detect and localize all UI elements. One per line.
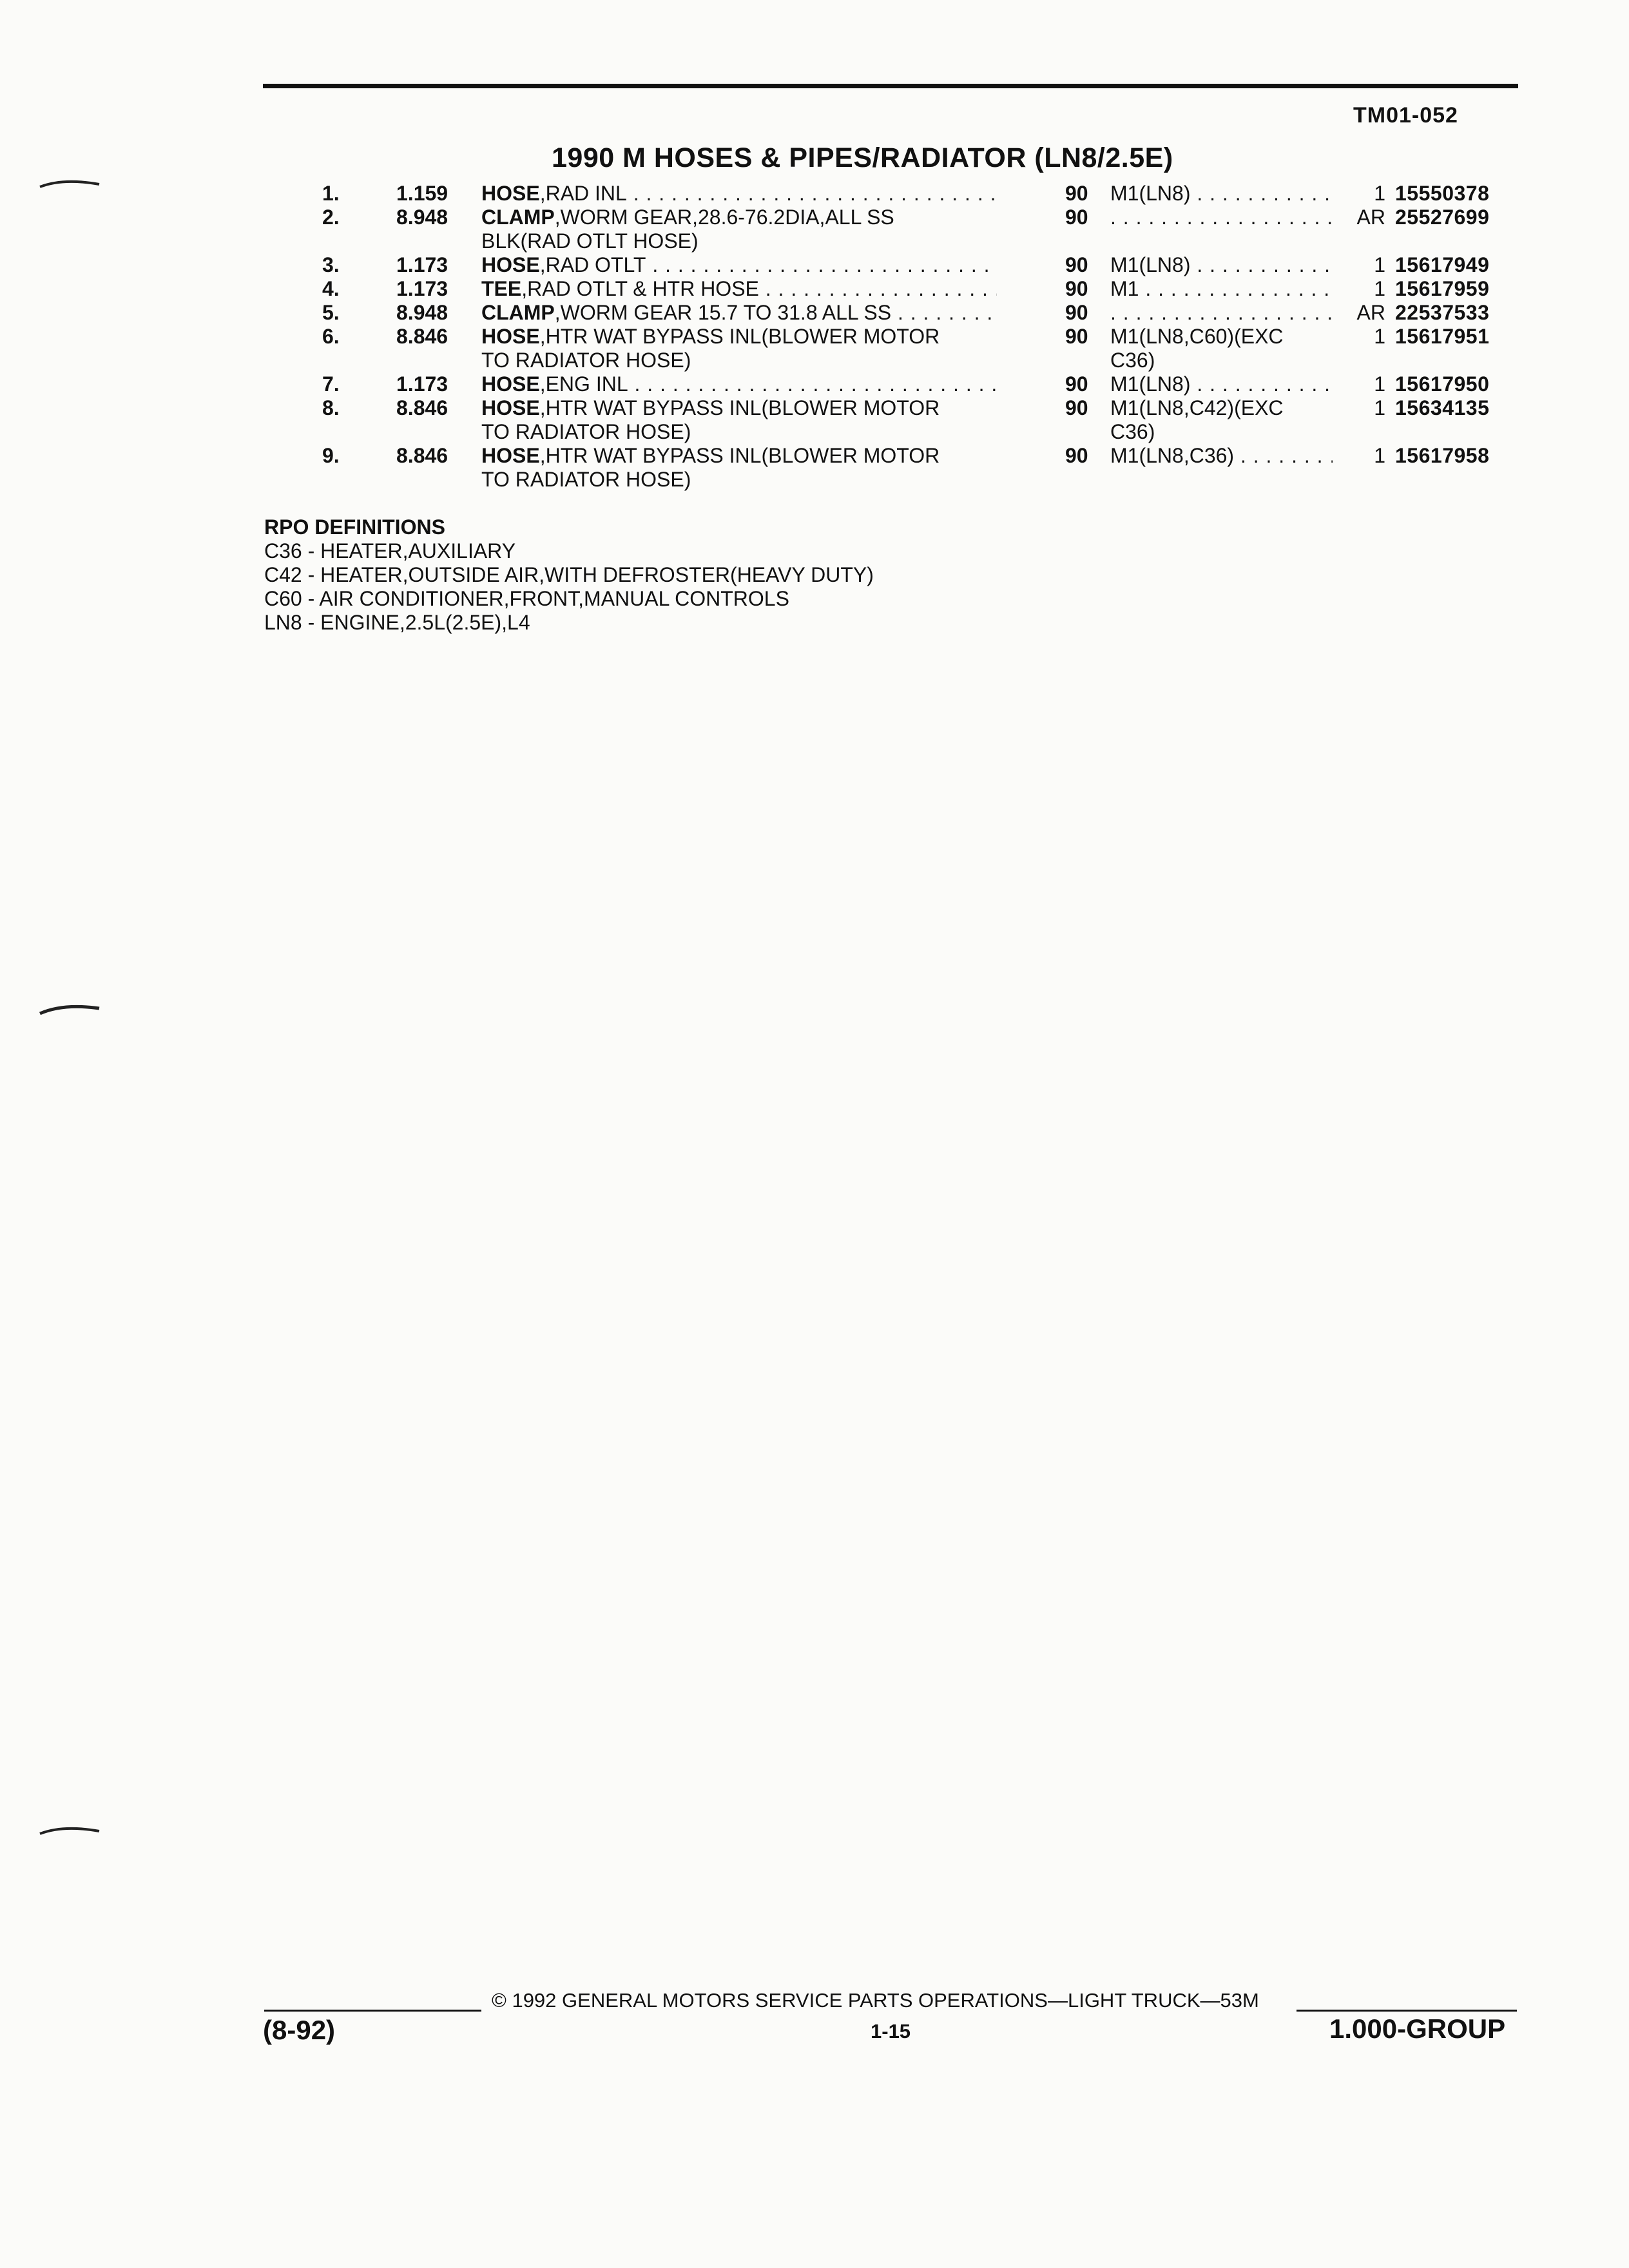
figure-number: 8.948 [396, 301, 448, 324]
model-year: 90 [1065, 396, 1088, 419]
binder-mark-top [37, 175, 102, 195]
parts-row [284, 301, 1514, 325]
part-keyword: HOSE [481, 396, 540, 419]
description-line [481, 372, 997, 396]
part-description [481, 253, 997, 277]
quantity: AR [1356, 301, 1385, 324]
figure-number: 8.948 [396, 206, 448, 229]
parts-row [284, 396, 1514, 444]
description-line [481, 444, 997, 468]
binder-mark-bottom [37, 1821, 102, 1840]
part-detail: ,ENG INL [539, 372, 628, 396]
part-keyword: CLAMP [481, 301, 555, 324]
model-year: 90 [1065, 444, 1088, 467]
group-label: 1.000-GROUP [1329, 2013, 1506, 2044]
model-usage [1110, 206, 1333, 229]
description-line: TO RADIATOR HOSE) [481, 420, 691, 443]
model-usage [1110, 277, 1333, 301]
part-keyword: TEE [481, 277, 522, 300]
figure-number: 1.159 [396, 182, 448, 205]
binder-mark-middle [37, 1001, 102, 1020]
model-line: M1(LN8,C60)(EXC [1110, 325, 1284, 348]
model-usage [1110, 444, 1333, 468]
model-line: M1(LN8) . . . [1110, 253, 1333, 277]
part-description [481, 444, 997, 492]
part-detail: ,WORM GEAR,28.6-76.2DIA,ALL SS [554, 206, 894, 229]
rpo-heading: RPO DEFINITIONS [264, 515, 445, 539]
model-year: 90 [1065, 182, 1088, 205]
part-description [481, 182, 997, 206]
part-number: 15617950 [1395, 372, 1490, 396]
quantity: 1 [1374, 277, 1385, 300]
description-line [481, 277, 997, 301]
footer-rule-right [1296, 2010, 1517, 2012]
rpo-item: C60 - AIR CONDITIONER,FRONT,MANUAL CONTROLS [264, 587, 789, 610]
part-keyword: CLAMP [481, 206, 555, 229]
model-line: M1 . . . [1110, 277, 1333, 301]
header-rule [263, 84, 1518, 88]
model-line: C36) [1110, 420, 1155, 443]
part-detail: ,WORM GEAR 15.7 TO 31.8 ALL SS [554, 301, 892, 324]
item-number: 7. [322, 372, 340, 396]
figure-number: 8.846 [396, 444, 448, 467]
part-detail: ,RAD OTLT [539, 253, 646, 276]
item-number: 9. [322, 444, 340, 467]
copyright-line: © 1992 GENERAL MOTORS SERVICE PARTS OPERATIONS—LIGHT TRUCK—53M [492, 1989, 1259, 2012]
parts-row [284, 325, 1514, 372]
model-line: M1(LN8) . . . [1110, 372, 1333, 396]
model-line: M1(LN8,C36) . . . [1110, 444, 1333, 468]
model-line: M1(LN8,C42)(EXC [1110, 396, 1284, 419]
parts-row [284, 277, 1514, 301]
item-number: 2. [322, 206, 340, 229]
item-number: 5. [322, 301, 340, 324]
part-description [481, 396, 997, 444]
model-line [1110, 206, 1333, 229]
part-detail: ,HTR WAT BYPASS INL(BLOWER MOTOR [539, 396, 940, 419]
description-line: BLK(RAD OTLT HOSE) [481, 229, 699, 253]
rpo-item: C36 - HEATER,AUXILIARY [264, 539, 516, 562]
model-usage [1110, 182, 1333, 206]
item-number: 6. [322, 325, 340, 348]
description-line: TO RADIATOR HOSE) [481, 349, 691, 372]
part-number: 25527699 [1395, 206, 1490, 229]
part-description [481, 301, 997, 325]
model-line: C36) [1110, 349, 1155, 372]
quantity: 1 [1374, 444, 1385, 467]
part-keyword: HOSE [481, 253, 540, 276]
item-number: 4. [322, 277, 340, 300]
part-description [481, 372, 997, 396]
model-year: 90 [1065, 372, 1088, 396]
part-number: 15617951 [1395, 325, 1490, 348]
part-number: 15634135 [1395, 396, 1490, 419]
model-year: 90 [1065, 277, 1088, 300]
quantity: AR [1356, 206, 1385, 229]
part-number: 15617949 [1395, 253, 1490, 276]
footer-rule-left [264, 2010, 481, 2012]
revision-date: (8-92) [263, 2015, 336, 2045]
quantity: 1 [1374, 253, 1385, 276]
description-line [481, 206, 997, 229]
quantity: 1 [1374, 325, 1385, 348]
part-keyword: HOSE [481, 182, 540, 205]
part-number: 15550378 [1395, 182, 1490, 205]
quantity: 1 [1374, 372, 1385, 396]
description-line [481, 253, 997, 277]
quantity: 1 [1374, 396, 1385, 419]
description-line [481, 325, 997, 349]
part-keyword: HOSE [481, 444, 540, 467]
model-year: 90 [1065, 206, 1088, 229]
model-usage [1110, 372, 1333, 396]
page-number: 1-15 [871, 2020, 911, 2042]
rpo-item: LN8 - ENGINE,2.5L(2.5E),L4 [264, 611, 530, 634]
part-keyword: HOSE [481, 325, 540, 348]
description-line [481, 396, 997, 420]
part-number: 15617959 [1395, 277, 1490, 300]
figure-number: 8.846 [396, 325, 448, 348]
part-detail: ,HTR WAT BYPASS INL(BLOWER MOTOR [539, 444, 940, 467]
item-number: 1. [322, 182, 340, 205]
model-usage [1110, 253, 1333, 277]
part-number: 15617958 [1395, 444, 1490, 467]
model-year: 90 [1065, 253, 1088, 276]
item-number: 3. [322, 253, 340, 276]
parts-row [284, 206, 1514, 253]
part-detail: ,RAD OTLT & HTR HOSE [521, 277, 759, 300]
model-year: 90 [1065, 325, 1088, 348]
model-line: M1(LN8) . . . [1110, 182, 1333, 206]
item-number: 8. [322, 396, 340, 419]
part-number: 22537533 [1395, 301, 1490, 324]
part-detail: ,HTR WAT BYPASS INL(BLOWER MOTOR [539, 325, 940, 348]
model-usage [1110, 325, 1333, 372]
description-line [481, 182, 997, 206]
description-line: TO RADIATOR HOSE) [481, 468, 691, 491]
part-description [481, 277, 997, 301]
part-description [481, 206, 997, 253]
figure-number: 1.173 [396, 253, 448, 276]
part-keyword: HOSE [481, 372, 540, 396]
document-id: TM01-052 [1353, 103, 1458, 128]
description-line [481, 301, 997, 325]
model-line [1110, 301, 1333, 325]
part-detail: ,RAD INL [539, 182, 627, 205]
figure-number: 8.846 [396, 396, 448, 419]
model-year: 90 [1065, 301, 1088, 324]
parts-row [284, 182, 1514, 206]
model-usage [1110, 301, 1333, 325]
figure-number: 1.173 [396, 372, 448, 396]
quantity: 1 [1374, 182, 1385, 205]
parts-row [284, 253, 1514, 277]
part-description [481, 325, 997, 372]
parts-row [284, 372, 1514, 396]
parts-row [284, 444, 1514, 492]
page-title: 1990 M HOSES & PIPES/RADIATOR (LN8/2.5E) [552, 142, 1173, 173]
rpo-item: C42 - HEATER,OUTSIDE AIR,WITH DEFROSTER(HEAVY DUTY) [264, 563, 874, 586]
rpo-definitions [264, 515, 874, 635]
model-usage [1110, 396, 1333, 444]
figure-number: 1.173 [396, 277, 448, 300]
